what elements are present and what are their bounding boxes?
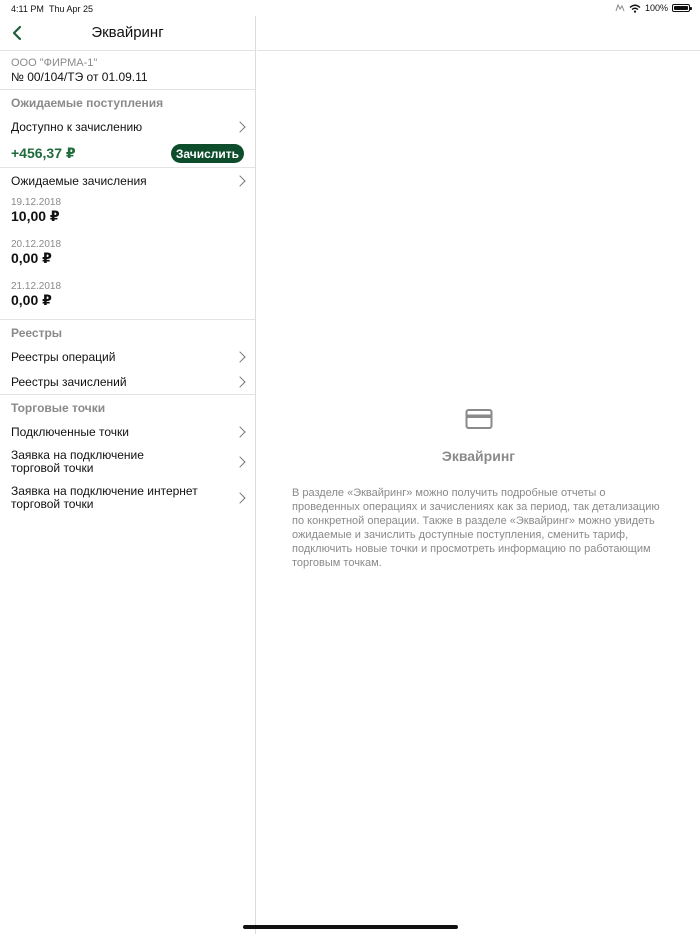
- wifi-icon: [629, 4, 641, 13]
- pending-date: 20.12.2018: [11, 239, 62, 250]
- chevron-right-icon: [234, 492, 245, 503]
- pending-label: Ожидаемые зачисления: [11, 173, 147, 188]
- list-item: [11, 235, 244, 277]
- detail-navbar: [257, 16, 700, 51]
- request-outlet-row[interactable]: [0, 444, 255, 480]
- status-date: Thu Apr 25: [49, 4, 94, 14]
- signal-icon: [615, 4, 625, 12]
- row-label: Реестры зачислений: [11, 374, 127, 389]
- row-label: Заявка на подключение интернет торговой точки: [11, 484, 198, 511]
- page-title: Эквайринг: [91, 24, 164, 41]
- pending-date: 19.12.2018: [11, 197, 62, 208]
- home-indicator[interactable]: [243, 925, 458, 929]
- section-header-expected: Ожидаемые поступления: [11, 96, 164, 110]
- battery-percent: 100%: [644, 3, 668, 13]
- pending-list: [0, 193, 255, 320]
- pending-amount: 0,00 ₽: [11, 250, 52, 266]
- chevron-right-icon: [234, 351, 245, 362]
- empty-state: [257, 408, 700, 464]
- company-name: ООО "ФИРМА-1": [11, 57, 98, 69]
- available-to-credit-row[interactable]: [0, 114, 255, 139]
- section-header-registers: Реестры: [11, 326, 63, 340]
- credit-button[interactable]: Зачислить: [171, 144, 244, 163]
- row-label: Подключенные точки: [11, 424, 129, 439]
- chevron-right-icon: [234, 456, 245, 467]
- chevron-right-icon: [234, 426, 245, 437]
- status-right: [615, 3, 690, 13]
- section-header-outlets: Торговые точки: [11, 401, 106, 415]
- credit-card-icon: [465, 408, 493, 430]
- status-bar: [0, 0, 700, 16]
- credits-registers-row[interactable]: [0, 369, 255, 395]
- available-amount: +456,37 ₽: [11, 144, 76, 161]
- status-time: 4:11 PM: [11, 4, 44, 14]
- pending-amount: 0,00 ₽: [11, 292, 52, 308]
- master-pane: [0, 16, 256, 934]
- detail-pane: [257, 16, 700, 934]
- master-navbar: [0, 16, 255, 51]
- empty-state-title: Эквайринг: [441, 448, 516, 464]
- chevron-right-icon: [234, 121, 245, 132]
- request-internet-outlet-row[interactable]: [0, 480, 255, 516]
- available-amount-row: [0, 139, 255, 168]
- connected-outlets-row[interactable]: [0, 419, 255, 444]
- contract-number: № 00/104/ТЭ от 01.09.11: [11, 70, 148, 84]
- pending-date: 21.12.2018: [11, 281, 62, 292]
- empty-state-description: В разделе «Эквайринг» можно получить подробные отчеты о проведенных операциях и зачислениях как за период, так детализацию по конкретной операции. Также в разделе «Эквайринг» можно увидеть ожидаемые и зачислить доступные поступления, сменить тариф, подключить новые точки и просмотреть информацию по работающим торговым точкам.: [292, 487, 660, 569]
- list-item: [11, 277, 244, 319]
- list-item: [11, 193, 244, 235]
- battery-icon: [672, 4, 690, 12]
- operations-registers-row[interactable]: [0, 344, 255, 369]
- pending-amount: 10,00 ₽: [11, 208, 60, 224]
- row-label: Реестры операций: [11, 349, 116, 364]
- available-label: Доступно к зачислению: [11, 119, 143, 134]
- company-info: [0, 51, 255, 90]
- chevron-right-icon: [234, 175, 245, 186]
- pending-credits-row[interactable]: [0, 168, 255, 193]
- row-label: Заявка на подключение торговой точки: [11, 448, 144, 475]
- chevron-right-icon: [234, 376, 245, 387]
